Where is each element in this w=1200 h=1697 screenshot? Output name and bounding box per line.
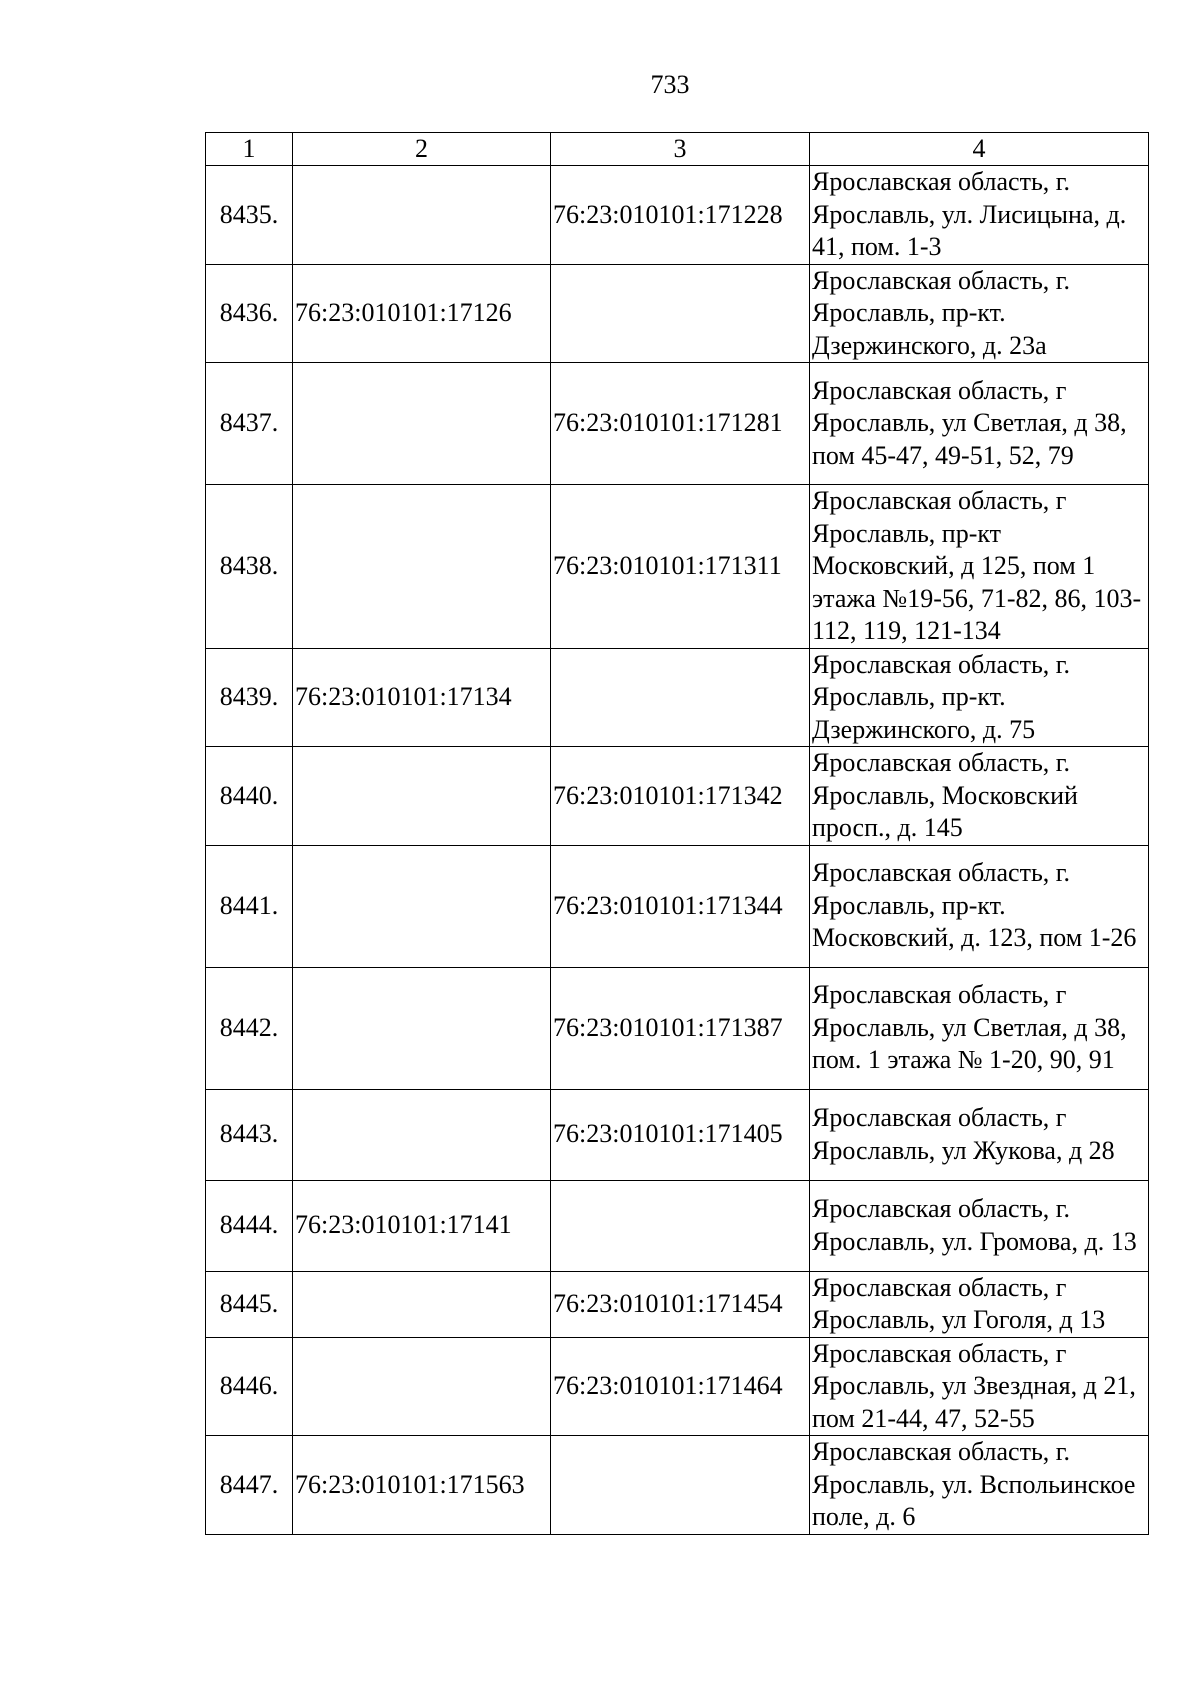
- cadastral-number-col3: 76:23:010101:171311: [551, 485, 810, 649]
- row-number: 8445.: [206, 1271, 293, 1337]
- row-number: 8438.: [206, 485, 293, 649]
- cadastral-number-col3: 76:23:010101:171387: [551, 967, 810, 1089]
- table-row: [206, 1180, 1149, 1271]
- table-row: [206, 1271, 1149, 1337]
- cadastral-number-col2: [293, 1271, 551, 1337]
- address-cell: Ярославская область, г Ярославль, ул Светлая, д 38, пом 45-47, 49-51, 52, 79: [810, 363, 1149, 485]
- row-number: 8444.: [206, 1180, 293, 1271]
- table-row: [206, 648, 1149, 747]
- cadastral-number-col3: 76:23:010101:171464: [551, 1337, 810, 1436]
- row-number: 8435.: [206, 166, 293, 265]
- cadastral-number-col3: 76:23:010101:171281: [551, 363, 810, 485]
- cadastral-number-col2: [293, 1337, 551, 1436]
- row-number: 8437.: [206, 363, 293, 485]
- cadastral-number-col2: [293, 485, 551, 649]
- address-cell: Ярославская область, г Ярославль, ул Звездная, д 21, пом 21-44, 47, 52-55: [810, 1337, 1149, 1436]
- row-number: 8439.: [206, 648, 293, 747]
- table-row: [206, 1337, 1149, 1436]
- row-number: 8443.: [206, 1089, 293, 1180]
- cadastral-number-col3: 76:23:010101:171228: [551, 166, 810, 265]
- cadastral-number-col2: [293, 1089, 551, 1180]
- cadastral-number-col2: 76:23:010101:17141: [293, 1180, 551, 1271]
- table-row: [206, 363, 1149, 485]
- row-number: 8442.: [206, 967, 293, 1089]
- address-cell: Ярославская область, г Ярославль, ул Жукова, д 28: [810, 1089, 1149, 1180]
- row-number: 8436.: [206, 264, 293, 363]
- cadastral-number-col2: 76:23:010101:171563: [293, 1436, 551, 1535]
- cadastral-number-col2: 76:23:010101:17126: [293, 264, 551, 363]
- cadastral-number-col3: [551, 1436, 810, 1535]
- cadastral-number-col2: [293, 363, 551, 485]
- cadastral-number-col3: 76:23:010101:171342: [551, 747, 810, 846]
- address-cell: Ярославская область, г. Ярославль, Московский просп., д. 145: [810, 747, 1149, 846]
- address-cell: Ярославская область, г. Ярославль, пр-кт. Дзержинского, д. 23а: [810, 264, 1149, 363]
- table-row: [206, 747, 1149, 846]
- row-number: 8447.: [206, 1436, 293, 1535]
- cadastral-number-col3: 76:23:010101:171344: [551, 845, 810, 967]
- address-cell: Ярославская область, г Ярославль, ул Гоголя, д 13: [810, 1271, 1149, 1337]
- cadastral-number-col3: [551, 264, 810, 363]
- address-cell: Ярославская область, г. Ярославль, пр-кт. Московский, д. 123, пом 1-26: [810, 845, 1149, 967]
- table-row: [206, 1436, 1149, 1535]
- table-row: [206, 264, 1149, 363]
- cadastral-number-col3: [551, 1180, 810, 1271]
- header-col-1: 1: [206, 133, 293, 166]
- cadastral-number-col2: [293, 747, 551, 846]
- cadastral-number-col3: [551, 648, 810, 747]
- row-number: 8441.: [206, 845, 293, 967]
- cadastral-number-col2: [293, 166, 551, 265]
- address-cell: Ярославская область, г Ярославль, пр-кт Московский, д 125, пом 1 этажа №19-56, 71-82, 86, 103-112, 119, 121-134: [810, 485, 1149, 649]
- header-col-4: 4: [810, 133, 1149, 166]
- address-cell: Ярославская область, г. Ярославль, ул. Вспольинское поле, д. 6: [810, 1436, 1149, 1535]
- page-number: 733: [650, 70, 690, 99]
- table-row: [206, 485, 1149, 649]
- table-row: [206, 166, 1149, 265]
- table-row: [206, 845, 1149, 967]
- address-cell: Ярославская область, г Ярославль, ул Светлая, д 38, пом. 1 этажа № 1-20, 90, 91: [810, 967, 1149, 1089]
- cadastral-number-col3: 76:23:010101:171454: [551, 1271, 810, 1337]
- address-cell: Ярославская область, г. Ярославль, ул. Громова, д. 13: [810, 1180, 1149, 1271]
- cadastral-number-col2: 76:23:010101:17134: [293, 648, 551, 747]
- registry-table: [205, 132, 1149, 1535]
- row-number: 8446.: [206, 1337, 293, 1436]
- row-number: 8440.: [206, 747, 293, 846]
- header-col-3: 3: [551, 133, 810, 166]
- cadastral-number-col2: [293, 845, 551, 967]
- table-row: [206, 1089, 1149, 1180]
- address-cell: Ярославская область, г. Ярославль, пр-кт. Дзержинского, д. 75: [810, 648, 1149, 747]
- cadastral-number-col2: [293, 967, 551, 1089]
- cadastral-number-col3: 76:23:010101:171405: [551, 1089, 810, 1180]
- header-col-2: 2: [293, 133, 551, 166]
- header-row: [206, 133, 1149, 166]
- table-row: [206, 967, 1149, 1089]
- address-cell: Ярославская область, г. Ярославль, ул. Лисицына, д. 41, пом. 1-3: [810, 166, 1149, 265]
